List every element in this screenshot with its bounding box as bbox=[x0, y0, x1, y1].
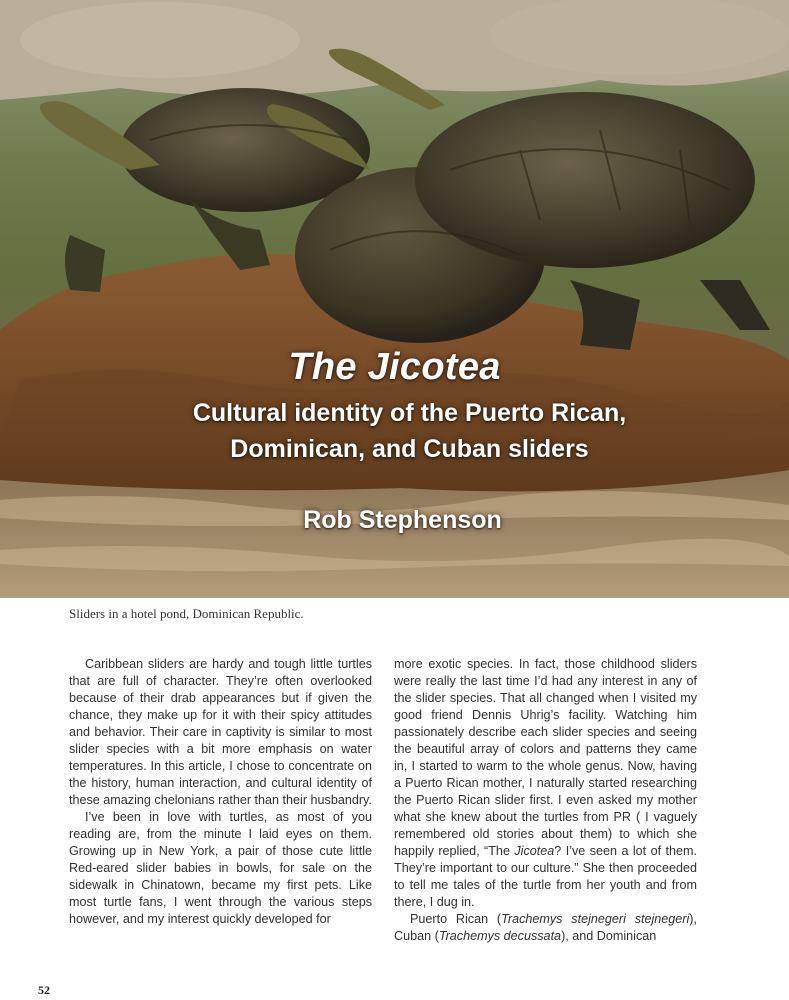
paragraph bbox=[394, 911, 697, 945]
body-column-left bbox=[69, 656, 372, 928]
species-name: Trachemys stejnegeri stejnegeri bbox=[501, 912, 690, 926]
italic-term: Jicotea bbox=[514, 844, 555, 858]
page-number: 52 bbox=[38, 983, 50, 997]
subtitle-line: Cultural identity of the Puerto Rican, bbox=[192, 399, 627, 427]
species-name: Trachemys decussata bbox=[438, 929, 562, 943]
text-run: ), and Dominican bbox=[561, 929, 657, 943]
paragraph: I’ve been in love with turtles, as most of you reading are, from the minute I laid eyes on them. Growing up in New York, a pair of those cute little Red-eared slider babies in bowls, for sale on the sidewalk in Chinatown, became my first pets. Like most turtle fans, I went through the various steps however, and my interest quickly developed for bbox=[69, 810, 372, 926]
article-author: Rob Stephenson bbox=[303, 506, 502, 534]
body-column-right bbox=[394, 656, 697, 945]
photo-caption: Sliders in a hotel pond, Dominican Republic. bbox=[69, 606, 304, 621]
paragraph: Caribbean sliders are hardy and tough little turtles that are full of character. They’re often overlooked because of their drab appearances but if given the chance, they make up for it with their spicy attitudes and behavior. Their care in captivity is similar to most slider species with a bit more emphasis on water temperatures. In this article, I chose to concentrate on the history, human interaction, and cultural identity of these amazing chelonians rather than their husbandry. bbox=[69, 657, 372, 807]
text-run: more exotic species. In fact, those childhood sliders were really the last time I’d had any interest in any of the slider species. That all changed when I visited my good friend Dennis Uhrig’s facility. Watching him passionately describe each slider species and seeing the beautiful array of colors and patterns they came in, I started to warm to the whole genus. Now, having a Puerto Rican mother, I naturally started researching the Puerto Rican slider first. I even asked my mother what she knew about the turtles from PR ( I vaguely remembered old stories about them) to which she happily replied, “The bbox=[394, 657, 697, 858]
text-run: Puerto Rican ( bbox=[410, 912, 502, 926]
text-run: ), Cuban ( bbox=[394, 912, 697, 943]
paragraph bbox=[394, 656, 697, 911]
text-run: ? I’ve seen a lot of them. They’re important to our culture.” She then proceeded to tell me tales of the turtle from her youth and from there, I dug in. bbox=[394, 844, 698, 909]
article-subtitle bbox=[0, 395, 789, 467]
article-title: The Jicotea bbox=[288, 346, 501, 388]
subtitle-line: Dominican, and Cuban sliders bbox=[230, 435, 589, 463]
